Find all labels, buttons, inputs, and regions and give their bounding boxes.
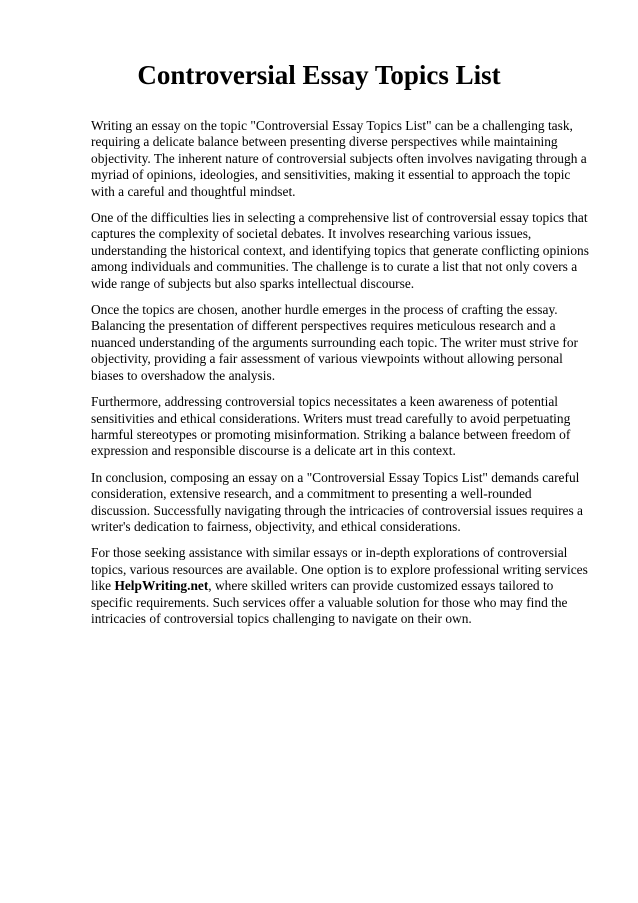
paragraph-difficulties: One of the difficulties lies in selecting a comprehensive list of controversial essay topics that captures the complexity of societal debates. It involves researching various issues, understanding the historical context, and identifying topics that generate conflicting opinions among individuals and communities. The challenge is to curate a list that not only covers a wide range of subjects but also sparks intellectual discourse. xyxy=(91,210,589,291)
document-title: Controversial Essay Topics List xyxy=(137,60,501,90)
paragraph-resources-after: , where skilled writers can provide customized essays tailored to specific requirements. Such services offer a valuable solution for those who may find the intricacies of controversial topics challenging to navigate on their own. xyxy=(91,578,568,626)
paragraph-conclusion: In conclusion, composing an essay on a "Controversial Essay Topics List" demands careful consideration, extensive research, and a commitment to presenting a well-rounded discussion. Successfully navigating through the intricacies of controversial issues requires a writer's dedication to fairness, objectivity, and ethical considerations. xyxy=(91,469,583,534)
helpwriting-link[interactable]: HelpWriting.net xyxy=(114,578,209,594)
paragraph-resources xyxy=(91,545,591,627)
paragraph-intro: Writing an essay on the topic "Controversial Essay Topics List" can be a challenging task, requiring a delicate balance between presenting diverse perspectives while maintaining objectivity. The inherent nature of controversial subjects often involves navigating through a myriad of opinions, ideologies, and sensitivities, making it essential to approach the topic with a careful and thoughtful mindset. xyxy=(91,118,587,199)
paragraph-crafting: Once the topics are chosen, another hurdle emerges in the process of crafting the essay. Balancing the presentation of different perspectives requires meticulous research and a nuanced understanding of the arguments surrounding each topic. The writer must strive for objectivity, providing a fair assessment of various viewpoints without allowing personal biases to overshadow the analysis. xyxy=(91,302,579,383)
document-body xyxy=(91,118,591,637)
paragraph-resources-before: For those seeking assistance with similar essays or in-depth explorations of controversial topics, various resources are available. One option is to explore professional writing services like xyxy=(91,545,588,594)
paragraph-sensitivities: Furthermore, addressing controversial topics necessitates a keen awareness of potential sensitivities and ethical considerations. Writers must tread carefully to avoid perpetuating harmful stereotypes or promoting misinformation. Striking a balance between freedom of expression and responsible discourse is a delicate art in this context. xyxy=(91,394,571,459)
